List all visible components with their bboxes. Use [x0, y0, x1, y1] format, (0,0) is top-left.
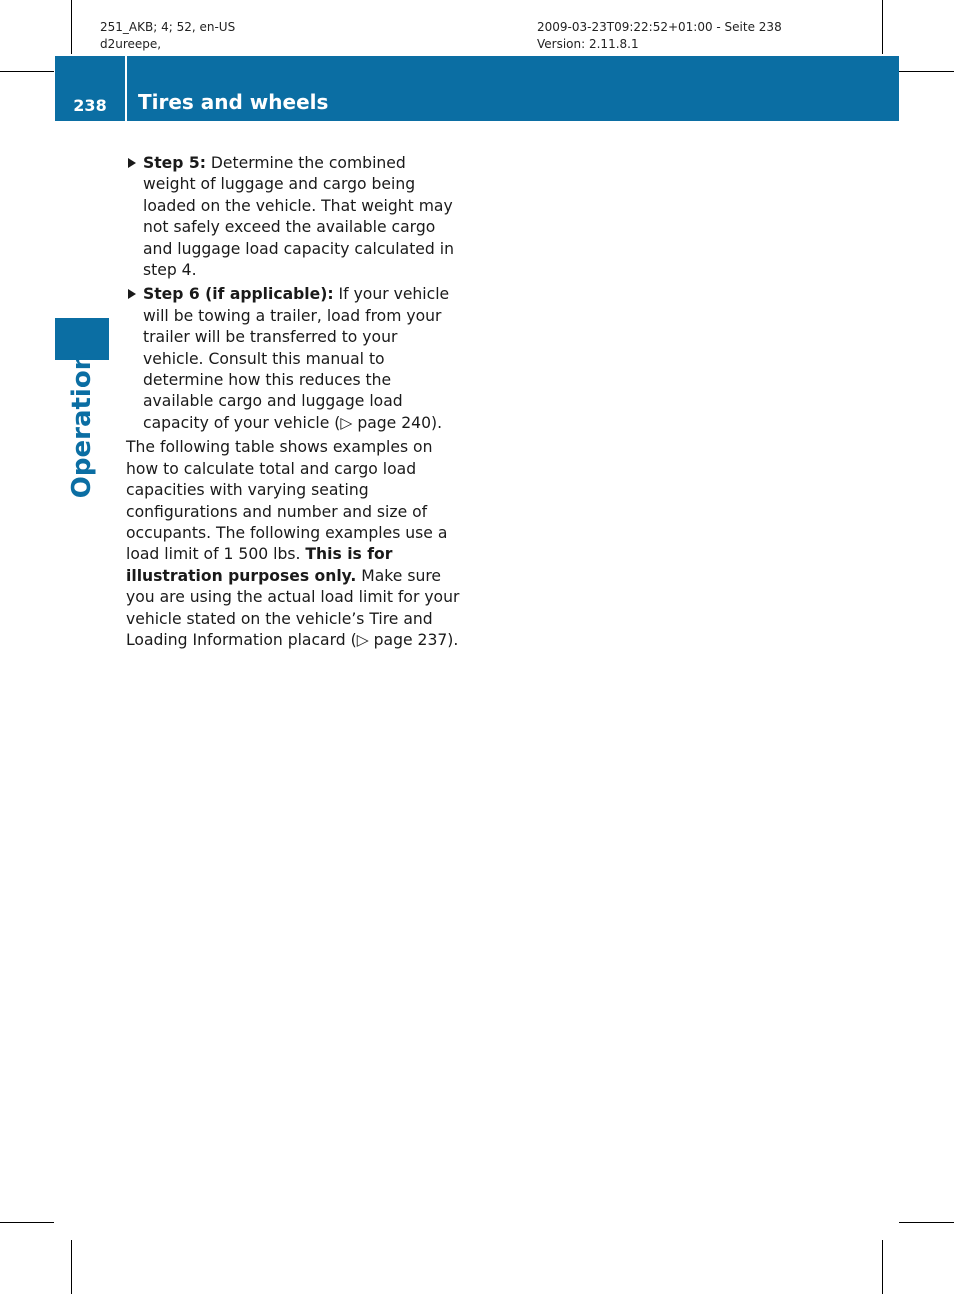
side-tab-label: Operation: [67, 351, 97, 499]
print-meta-right: [537, 19, 782, 53]
main-content: [126, 153, 462, 651]
crop-mark-bottom-left-horizontal: [0, 1222, 54, 1223]
step-label: Step 5:: [143, 154, 206, 172]
paragraph-emphasis: This is for illustration purposes only.: [126, 545, 393, 585]
body-paragraph: [126, 437, 462, 651]
triangle-right-icon: [128, 158, 136, 168]
meta-left-line1: 251_AKB; 4; 52, en-US: [100, 20, 236, 34]
header-divider: [125, 56, 127, 121]
crop-mark-top-left-vertical: [71, 0, 72, 54]
page-number: 238: [73, 96, 107, 115]
crop-mark-bottom-right-vertical: [882, 1240, 883, 1294]
section-title: Tires and wheels: [138, 90, 329, 114]
paragraph-text: Make sure you are using the actual load limit for your vehicle stated on the vehicle’s Tire and Loading Information placard (▷ page 237).: [126, 566, 460, 649]
step-label: Step 6 (if applicable):: [143, 285, 334, 304]
meta-right-line1: 2009-03-23T09:22:52+01:00 - Seite 238: [537, 20, 782, 34]
crop-mark-bottom-right-horizontal: [899, 1222, 954, 1223]
meta-right-line2: Version: 2.11.8.1: [537, 37, 639, 51]
step-item: [126, 284, 462, 434]
crop-mark-top-left-horizontal: [0, 71, 54, 72]
crop-mark-top-right-vertical: [882, 0, 883, 54]
step-text: If your vehicle will be towing a trailer, load from your trailer will be transferred to your vehicle. Consult this manual to determine how this reduces the available cargo and luggage load capacity of your vehicle (▷ page 240).: [143, 285, 450, 432]
triangle-right-icon: [128, 289, 136, 299]
print-meta-left: [100, 19, 235, 53]
crop-mark-bottom-left-vertical: [71, 1240, 72, 1294]
meta-left-line2: d2ureepe,: [100, 37, 162, 51]
step-item: [126, 153, 462, 281]
step-text: Determine the combined weight of luggage and cargo being loaded on the vehicle. That weight may not safely exceed the available cargo and luggage load capacity calculated in step 4.: [143, 154, 454, 280]
crop-mark-top-right-horizontal: [899, 71, 954, 72]
paragraph-text: The following table shows examples on how to calculate total and cargo load capacities with varying seating configurations and number and size of occupants. The following examples use a load limit of 1 500 lbs.: [126, 438, 448, 564]
